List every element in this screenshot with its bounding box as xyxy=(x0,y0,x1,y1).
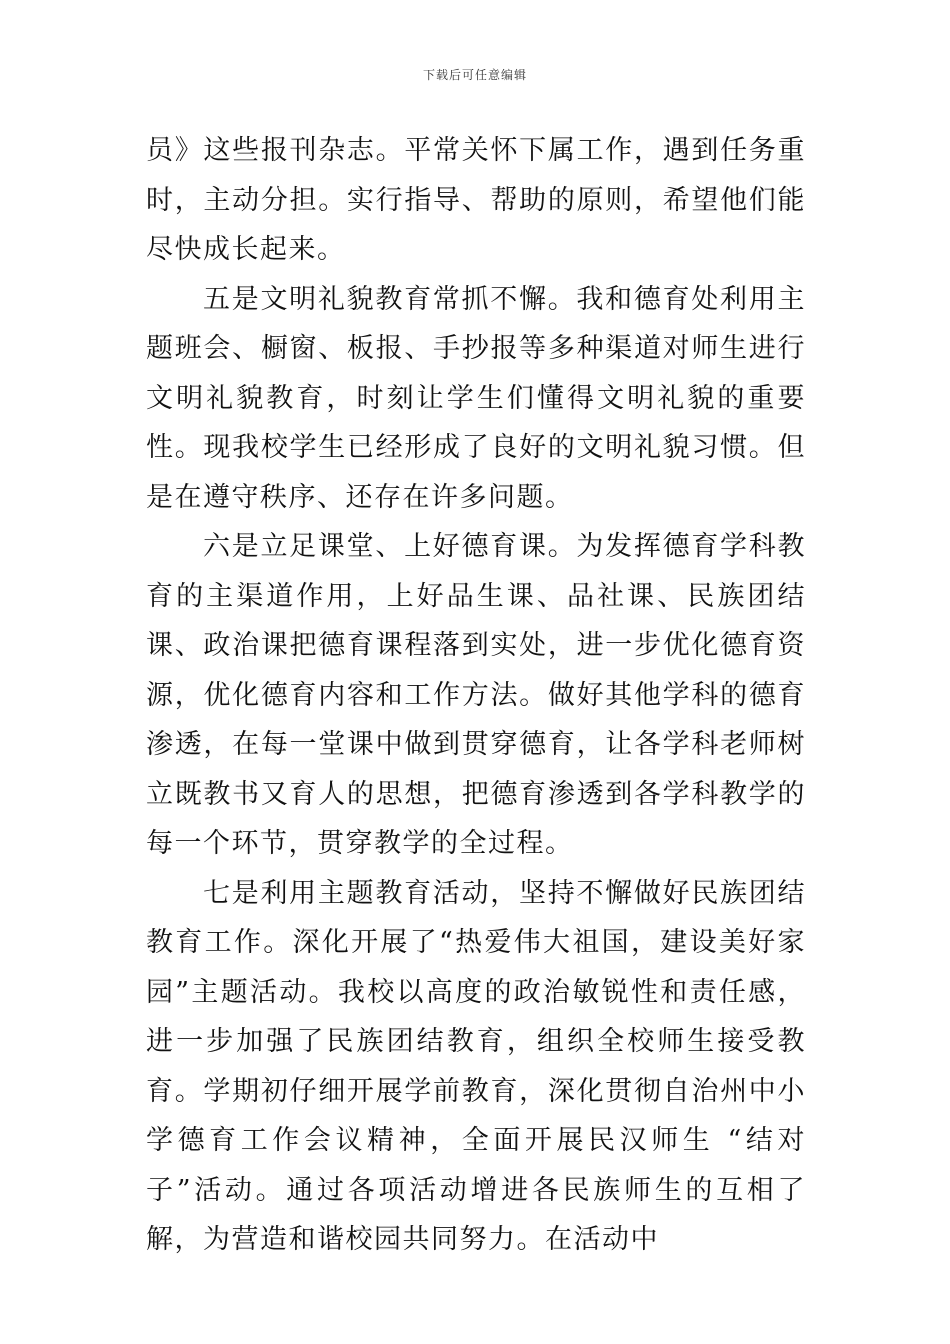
paragraph-4: 七是利用主题教育活动，坚持不懈做好民族团结教育工作。深化开展了“热爱伟大祖国，建设美好家园”主题活动。我校以高度的政治敏锐性和责任感，进一步加强了民族团结教育，组织全校师生接受教育。学期初仔细开展学前教育，深化贯彻自治州中小学德育工作会议精神，全面开展民汉师生 “结对子”活动。通过各项活动增进各民族师生的互相了解，为营造和谐校园共同努力。在活动中 xyxy=(146,877,806,1255)
document-body xyxy=(146,126,806,1265)
paragraph-2: 五是文明礼貌教育常抓不懈。我和德育处利用主题班会、橱窗、板报、手抄报等多种渠道对师生进行文明礼貌教育，时刻让学生们懂得文明礼貌的重要性。现我校学生已经形成了良好的文明礼貌习惯。但是在遵守秩序、还存在许多问题。 xyxy=(146,283,806,513)
paragraph-3: 六是立足课堂、上好德育课。为发挥德育学科教育的主渠道作用，上好品生课、品社课、民族团结课、政治课把德育课程落到实处，进一步优化德育资源，优化德育内容和工作方法。做好其他学科的德育渗透，在每一堂课中做到贯穿德育，让各学科老师树立既教书又育人的思想，把德育渗透到各学科教学的每一个环节，贯穿教学的全过程。 xyxy=(146,531,806,859)
paragraph-1: 员》这些报刊杂志。平常关怀下属工作，遇到任务重时，主动分担。实行指导、帮助的原则，希望他们能尽快成长起来。 xyxy=(146,135,806,265)
page-header: 下载后可任意编辑 xyxy=(422,68,527,82)
